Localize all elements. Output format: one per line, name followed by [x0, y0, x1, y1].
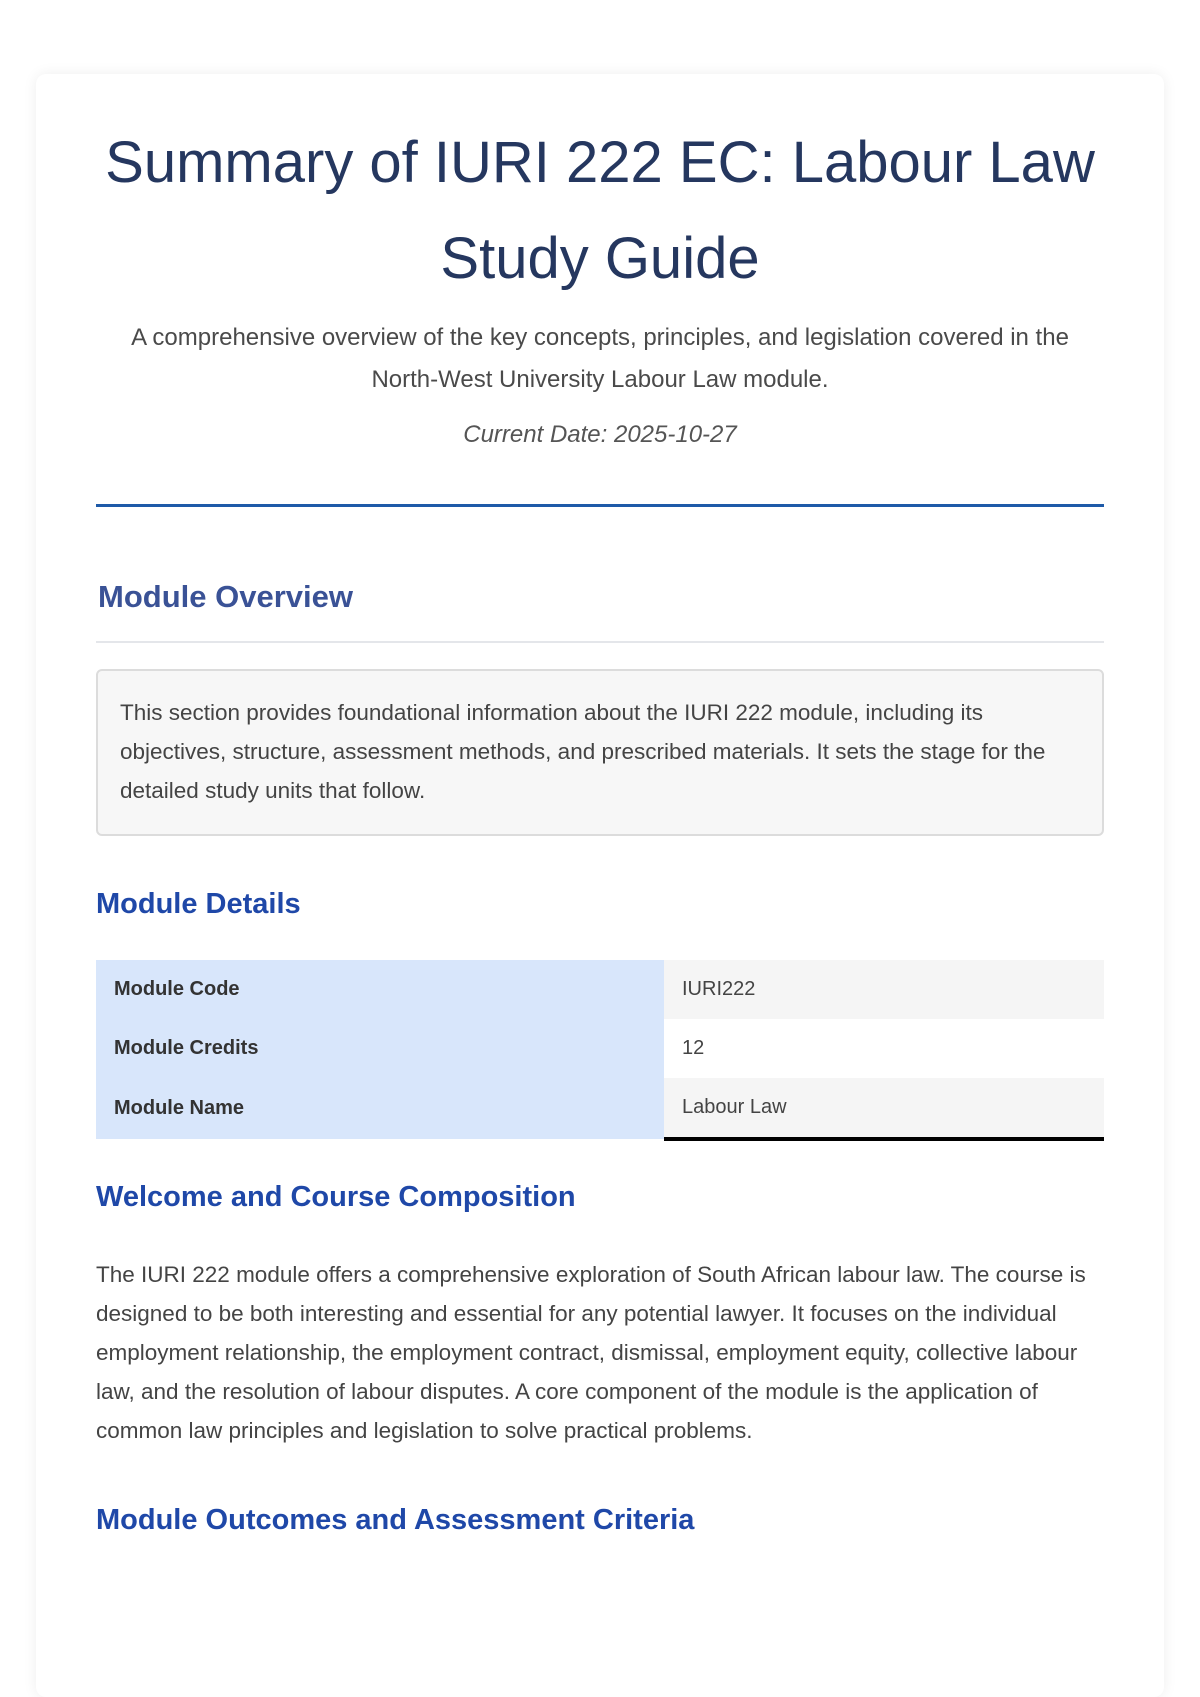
table-row — [96, 1078, 1104, 1139]
section-divider — [96, 641, 1104, 643]
subheading-module-details: Module Details — [96, 888, 301, 920]
row-label: Module Credits — [96, 1019, 664, 1078]
document-page — [36, 74, 1164, 1697]
section-heading-module-overview: Module Overview — [98, 579, 353, 614]
page-subtitle: A comprehensive overview of the key concepts, principles, and legislation covered in the North-West University Labour Law module. — [131, 324, 1069, 393]
table-row — [96, 960, 1104, 1019]
header-divider — [96, 504, 1104, 507]
subheading-welcome: Welcome and Course Composition — [96, 1181, 576, 1213]
subheading-outcomes: Module Outcomes and Assessment Criteria — [96, 1504, 695, 1536]
row-value: Labour Law — [664, 1078, 1104, 1139]
row-value: IURI222 — [664, 960, 1104, 1019]
row-label: Module Name — [96, 1078, 664, 1139]
current-date: Current Date: 2025-10-27 — [463, 421, 737, 448]
overview-info-box: This section provides foundational information about the IURI 222 module, including its objectives, structure, assessment methods, and prescribed materials. It sets the stage for the detailed study units that follow. — [96, 669, 1104, 836]
document-content — [96, 74, 1104, 1538]
module-details-table — [96, 960, 1104, 1141]
page-title: Summary of IURI 222 EC: Labour Law Study Guide — [105, 130, 1095, 291]
welcome-paragraph: The IURI 222 module offers a comprehensive exploration of South African labour law. The course is designed to be both interesting and essential for any potential lawyer. It focuses on the individual employment relationship, the employment contract, dismissal, employment equity, collective labour law, and the resolution of labour disputes. A core component of the module is the application of common law principles and legislation to solve practical problems. — [96, 1262, 1086, 1443]
row-label: Module Code — [96, 960, 664, 1019]
row-value: 12 — [664, 1019, 1104, 1078]
table-row — [96, 1019, 1104, 1078]
